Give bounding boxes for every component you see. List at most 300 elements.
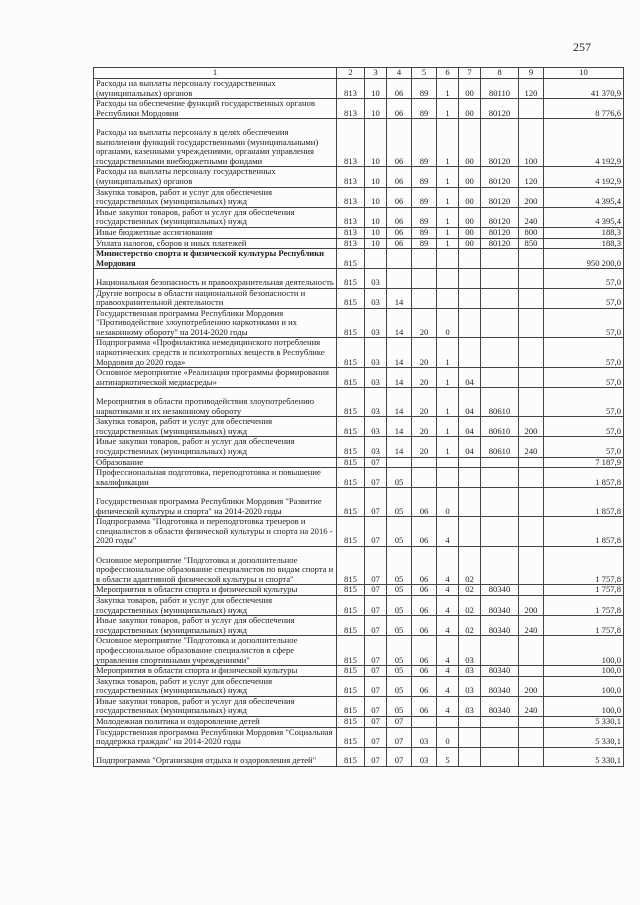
row-name-cell: Мероприятия в области спорта и физической культуры bbox=[94, 666, 337, 677]
row-code-cell: 06 bbox=[387, 119, 412, 167]
row-code-cell: 4 bbox=[437, 696, 459, 716]
table-row bbox=[94, 636, 624, 666]
row-name-cell: Молодежная политика и оздоровление детей bbox=[94, 717, 337, 728]
row-code-cell: 07 bbox=[387, 727, 412, 747]
row-code-cell: 815 bbox=[337, 595, 365, 615]
row-name-cell: Закупка товаров, работ и услуг для обеспечения государственных (муниципальных) нужд bbox=[94, 417, 337, 437]
row-code-cell bbox=[412, 468, 437, 488]
row-code-cell: 80340 bbox=[481, 676, 519, 696]
row-code-cell bbox=[519, 666, 544, 677]
row-code-cell: 07 bbox=[365, 727, 387, 747]
row-sum-cell: 100,0 bbox=[544, 666, 624, 677]
table-row bbox=[94, 747, 624, 766]
row-name-cell: Иные закупки товаров, работ и услуг для обеспечения государственных (муниципальных) нужд bbox=[94, 616, 337, 636]
row-code-cell: 80120 bbox=[481, 99, 519, 119]
row-code-cell: 4 bbox=[437, 666, 459, 677]
table-row bbox=[94, 238, 624, 249]
row-name-cell: Подпрограмма "Подготовка и переподготовка тренеров и специалистов в области физической культуры и спорта на 2016 - 2020 годы" bbox=[94, 517, 337, 547]
row-code-cell: 06 bbox=[412, 666, 437, 677]
row-code-cell: 813 bbox=[337, 167, 365, 187]
row-code-cell bbox=[519, 388, 544, 417]
row-code-cell: 89 bbox=[412, 79, 437, 99]
row-code-cell: 815 bbox=[337, 717, 365, 728]
row-code-cell: 1 bbox=[437, 187, 459, 207]
row-sum-cell: 1 857,8 bbox=[544, 488, 624, 517]
row-code-cell: 14 bbox=[387, 417, 412, 437]
row-code-cell: 03 bbox=[459, 666, 481, 677]
row-code-cell: 07 bbox=[365, 696, 387, 716]
table-header-row bbox=[94, 68, 624, 79]
row-code-cell bbox=[481, 368, 519, 388]
row-code-cell: 815 bbox=[337, 585, 365, 596]
row-code-cell: 1 bbox=[437, 207, 459, 227]
row-sum-cell: 4 395,4 bbox=[544, 207, 624, 227]
row-sum-cell: 4 192,9 bbox=[544, 167, 624, 187]
row-code-cell: 813 bbox=[337, 207, 365, 227]
row-code-cell bbox=[481, 488, 519, 517]
row-code-cell: 815 bbox=[337, 468, 365, 488]
row-name-cell: Закупка товаров, работ и услуг для обеспечения государственных (муниципальных) нужд bbox=[94, 676, 337, 696]
column-header: 2 bbox=[337, 68, 365, 79]
column-header: 3 bbox=[365, 68, 387, 79]
row-code-cell bbox=[519, 249, 544, 269]
row-code-cell bbox=[459, 488, 481, 517]
row-code-cell: 03 bbox=[365, 368, 387, 388]
row-sum-cell: 57,0 bbox=[544, 388, 624, 417]
row-sum-cell: 1 757,8 bbox=[544, 585, 624, 596]
row-code-cell bbox=[519, 457, 544, 468]
row-code-cell bbox=[481, 288, 519, 308]
row-code-cell: 07 bbox=[365, 546, 387, 584]
row-code-cell: 07 bbox=[365, 636, 387, 666]
column-header: 9 bbox=[519, 68, 544, 79]
row-code-cell bbox=[387, 249, 412, 269]
row-code-cell: 07 bbox=[387, 747, 412, 766]
row-code-cell bbox=[481, 636, 519, 666]
row-code-cell: 4 bbox=[437, 676, 459, 696]
row-code-cell bbox=[437, 288, 459, 308]
row-code-cell: 1 bbox=[437, 368, 459, 388]
table-row bbox=[94, 227, 624, 238]
row-code-cell: 815 bbox=[337, 437, 365, 457]
row-code-cell: 14 bbox=[387, 338, 412, 368]
row-code-cell bbox=[519, 368, 544, 388]
row-code-cell: 200 bbox=[519, 187, 544, 207]
row-code-cell: 4 bbox=[437, 636, 459, 666]
row-code-cell: 05 bbox=[387, 488, 412, 517]
table-row bbox=[94, 388, 624, 417]
row-code-cell: 06 bbox=[412, 517, 437, 547]
row-code-cell: 04 bbox=[459, 388, 481, 417]
row-code-cell: 00 bbox=[459, 119, 481, 167]
row-code-cell: 1 bbox=[437, 167, 459, 187]
row-code-cell: 06 bbox=[412, 488, 437, 517]
row-code-cell bbox=[387, 269, 412, 288]
table-row bbox=[94, 676, 624, 696]
row-code-cell bbox=[519, 517, 544, 547]
row-code-cell: 89 bbox=[412, 187, 437, 207]
row-code-cell: 100 bbox=[519, 119, 544, 167]
row-code-cell: 04 bbox=[459, 368, 481, 388]
table-row bbox=[94, 119, 624, 167]
row-code-cell: 813 bbox=[337, 238, 365, 249]
row-code-cell bbox=[481, 338, 519, 368]
row-code-cell: 20 bbox=[412, 437, 437, 457]
row-code-cell: 05 bbox=[387, 546, 412, 584]
row-code-cell bbox=[519, 269, 544, 288]
row-code-cell: 80340 bbox=[481, 696, 519, 716]
row-code-cell: 813 bbox=[337, 187, 365, 207]
row-code-cell bbox=[387, 457, 412, 468]
row-code-cell bbox=[519, 717, 544, 728]
row-code-cell: 06 bbox=[387, 99, 412, 119]
row-code-cell: 14 bbox=[387, 308, 412, 338]
row-code-cell: 05 bbox=[387, 468, 412, 488]
table-row bbox=[94, 488, 624, 517]
row-code-cell: 05 bbox=[387, 676, 412, 696]
row-code-cell bbox=[412, 717, 437, 728]
row-code-cell bbox=[459, 517, 481, 547]
row-code-cell: 06 bbox=[387, 238, 412, 249]
row-code-cell: 815 bbox=[337, 666, 365, 677]
row-name-cell: Национальная безопасность и правоохранительная деятельность bbox=[94, 269, 337, 288]
row-code-cell: 06 bbox=[412, 696, 437, 716]
row-code-cell: 815 bbox=[337, 457, 365, 468]
row-code-cell: 07 bbox=[365, 747, 387, 766]
row-code-cell: 240 bbox=[519, 207, 544, 227]
row-code-cell bbox=[519, 727, 544, 747]
row-name-cell: Подпрограмма «Профилактика немедицинского потребления наркотических средств и психотропных веществ в Республике Мордовия до 2020 года» bbox=[94, 338, 337, 368]
row-sum-cell: 7 187,9 bbox=[544, 457, 624, 468]
row-code-cell: 813 bbox=[337, 99, 365, 119]
row-code-cell: 4 bbox=[437, 595, 459, 615]
row-code-cell: 815 bbox=[337, 288, 365, 308]
row-code-cell: 813 bbox=[337, 119, 365, 167]
row-code-cell: 05 bbox=[387, 616, 412, 636]
row-code-cell: 10 bbox=[365, 207, 387, 227]
row-code-cell: 80120 bbox=[481, 167, 519, 187]
row-name-cell: Государственная программа Республики Мордовия "Противодействие злоупотреблению наркотиками и их незаконному обороту" на 2014-2020 годы bbox=[94, 308, 337, 338]
row-code-cell: 80110 bbox=[481, 79, 519, 99]
row-name-cell: Основное мероприятие «Реализация программы формирования антинаркотической медиасреды» bbox=[94, 368, 337, 388]
row-code-cell: 10 bbox=[365, 99, 387, 119]
row-code-cell: 0 bbox=[437, 488, 459, 517]
row-code-cell: 815 bbox=[337, 747, 365, 766]
row-name-cell: Основное мероприятие "Подготовка и дополнительное профессиональное образование специалистов по видам спорта и в области адаптивной физической культуры и спорта" bbox=[94, 546, 337, 584]
row-code-cell: 06 bbox=[412, 585, 437, 596]
row-code-cell bbox=[412, 457, 437, 468]
row-code-cell bbox=[481, 308, 519, 338]
row-code-cell: 80610 bbox=[481, 437, 519, 457]
table-row bbox=[94, 288, 624, 308]
column-header: 4 bbox=[387, 68, 412, 79]
row-code-cell: 1 bbox=[437, 437, 459, 457]
row-code-cell bbox=[437, 269, 459, 288]
row-code-cell: 240 bbox=[519, 616, 544, 636]
row-sum-cell: 4 395,4 bbox=[544, 187, 624, 207]
row-code-cell: 07 bbox=[365, 666, 387, 677]
row-code-cell bbox=[519, 99, 544, 119]
row-sum-cell: 5 330,1 bbox=[544, 727, 624, 747]
row-code-cell bbox=[481, 727, 519, 747]
row-code-cell: 200 bbox=[519, 595, 544, 615]
row-code-cell: 815 bbox=[337, 338, 365, 368]
row-name-cell: Государственная программа Республики Мордовия "Социальная поддержка граждан" на 2014-2020 годы bbox=[94, 727, 337, 747]
row-name-cell: Расходы на выплаты персоналу государственных (муниципальных) органов bbox=[94, 79, 337, 99]
row-code-cell bbox=[437, 249, 459, 269]
row-code-cell: 03 bbox=[365, 417, 387, 437]
row-code-cell: 06 bbox=[387, 227, 412, 238]
row-sum-cell: 57,0 bbox=[544, 338, 624, 368]
row-code-cell: 03 bbox=[412, 727, 437, 747]
row-code-cell bbox=[519, 747, 544, 766]
row-code-cell: 07 bbox=[387, 717, 412, 728]
row-sum-cell: 5 330,1 bbox=[544, 747, 624, 766]
row-code-cell: 14 bbox=[387, 437, 412, 457]
row-name-cell: Основное мероприятие "Подготовка и дополнительное профессиональное образование специалистов в сфере управления спортивными учреждениями" bbox=[94, 636, 337, 666]
row-sum-cell: 1 857,8 bbox=[544, 468, 624, 488]
table-row bbox=[94, 338, 624, 368]
row-code-cell bbox=[437, 457, 459, 468]
column-header: 7 bbox=[459, 68, 481, 79]
row-code-cell: 07 bbox=[365, 616, 387, 636]
row-code-cell bbox=[481, 269, 519, 288]
row-code-cell: 89 bbox=[412, 99, 437, 119]
row-code-cell: 03 bbox=[459, 676, 481, 696]
row-code-cell: 815 bbox=[337, 636, 365, 666]
row-code-cell: 120 bbox=[519, 167, 544, 187]
row-code-cell: 20 bbox=[412, 388, 437, 417]
row-code-cell: 815 bbox=[337, 368, 365, 388]
row-name-cell: Другие вопросы в области национальной безопасности и правоохранительной деятельности bbox=[94, 288, 337, 308]
row-code-cell: 815 bbox=[337, 517, 365, 547]
table-row bbox=[94, 187, 624, 207]
row-code-cell bbox=[459, 468, 481, 488]
row-sum-cell: 1 757,8 bbox=[544, 546, 624, 584]
row-sum-cell: 100,0 bbox=[544, 696, 624, 716]
row-code-cell: 07 bbox=[365, 585, 387, 596]
row-code-cell: 4 bbox=[437, 616, 459, 636]
row-name-cell: Иные закупки товаров, работ и услуг для обеспечения государственных (муниципальных) нужд bbox=[94, 207, 337, 227]
table-row bbox=[94, 468, 624, 488]
row-code-cell bbox=[437, 468, 459, 488]
row-code-cell: 00 bbox=[459, 227, 481, 238]
row-code-cell: 05 bbox=[387, 666, 412, 677]
row-code-cell: 800 bbox=[519, 227, 544, 238]
row-code-cell: 815 bbox=[337, 269, 365, 288]
row-code-cell: 00 bbox=[459, 238, 481, 249]
row-code-cell bbox=[412, 249, 437, 269]
row-code-cell bbox=[459, 338, 481, 368]
row-code-cell: 00 bbox=[459, 99, 481, 119]
row-code-cell: 850 bbox=[519, 238, 544, 249]
row-code-cell: 240 bbox=[519, 437, 544, 457]
row-code-cell: 815 bbox=[337, 488, 365, 517]
row-code-cell: 07 bbox=[365, 517, 387, 547]
row-code-cell: 04 bbox=[459, 417, 481, 437]
row-code-cell: 03 bbox=[365, 437, 387, 457]
table-row bbox=[94, 417, 624, 437]
row-code-cell: 89 bbox=[412, 227, 437, 238]
row-code-cell: 05 bbox=[387, 595, 412, 615]
row-code-cell: 80340 bbox=[481, 595, 519, 615]
row-code-cell: 05 bbox=[387, 585, 412, 596]
row-code-cell: 06 bbox=[387, 187, 412, 207]
row-code-cell: 813 bbox=[337, 227, 365, 238]
table-row bbox=[94, 696, 624, 716]
table-row bbox=[94, 308, 624, 338]
column-header: 10 bbox=[544, 68, 624, 79]
row-code-cell: 80120 bbox=[481, 207, 519, 227]
table-row bbox=[94, 79, 624, 99]
row-name-cell: Министерство спорта и физической культуры Республики Мордовия bbox=[94, 249, 337, 269]
row-code-cell: 02 bbox=[459, 546, 481, 584]
row-sum-cell: 100,0 bbox=[544, 676, 624, 696]
row-code-cell: 05 bbox=[387, 696, 412, 716]
table-body bbox=[94, 68, 624, 767]
row-code-cell bbox=[481, 457, 519, 468]
column-header: 6 bbox=[437, 68, 459, 79]
row-code-cell: 10 bbox=[365, 238, 387, 249]
row-code-cell: 815 bbox=[337, 616, 365, 636]
row-code-cell bbox=[519, 338, 544, 368]
row-code-cell: 10 bbox=[365, 187, 387, 207]
row-sum-cell: 4 192,9 bbox=[544, 119, 624, 167]
row-code-cell: 05 bbox=[387, 517, 412, 547]
row-code-cell: 03 bbox=[365, 308, 387, 338]
row-code-cell: 20 bbox=[412, 417, 437, 437]
table-row bbox=[94, 616, 624, 636]
row-code-cell: 10 bbox=[365, 167, 387, 187]
row-code-cell: 20 bbox=[412, 368, 437, 388]
row-code-cell: 80120 bbox=[481, 187, 519, 207]
row-code-cell: 00 bbox=[459, 167, 481, 187]
row-code-cell bbox=[519, 546, 544, 584]
row-code-cell: 05 bbox=[387, 636, 412, 666]
row-code-cell: 4 bbox=[437, 585, 459, 596]
row-code-cell bbox=[519, 636, 544, 666]
row-sum-cell: 1 757,8 bbox=[544, 616, 624, 636]
row-code-cell: 06 bbox=[412, 636, 437, 666]
row-sum-cell: 57,0 bbox=[544, 308, 624, 338]
row-code-cell: 07 bbox=[365, 676, 387, 696]
row-code-cell bbox=[365, 249, 387, 269]
row-code-cell: 02 bbox=[459, 616, 481, 636]
row-code-cell bbox=[519, 468, 544, 488]
row-code-cell: 80340 bbox=[481, 666, 519, 677]
row-code-cell: 200 bbox=[519, 417, 544, 437]
row-code-cell: 20 bbox=[412, 338, 437, 368]
row-code-cell bbox=[459, 288, 481, 308]
budget-table bbox=[93, 67, 624, 767]
row-sum-cell: 41 370,9 bbox=[544, 79, 624, 99]
row-code-cell: 1 bbox=[437, 338, 459, 368]
row-code-cell: 80120 bbox=[481, 238, 519, 249]
table-row bbox=[94, 368, 624, 388]
row-code-cell bbox=[519, 308, 544, 338]
row-code-cell: 1 bbox=[437, 79, 459, 99]
row-code-cell: 815 bbox=[337, 676, 365, 696]
row-code-cell bbox=[481, 249, 519, 269]
row-code-cell: 80120 bbox=[481, 119, 519, 167]
row-name-cell: Расходы на выплаты персоналу государственных (муниципальных) органов bbox=[94, 167, 337, 187]
table-row bbox=[94, 207, 624, 227]
row-sum-cell: 57,0 bbox=[544, 368, 624, 388]
row-name-cell: Расходы на выплаты персоналу в целях обеспечения выполнения функций государственными (муниципальными) органами, казенными учреждениями, органами управления государственными внебюджетными фондами bbox=[94, 119, 337, 167]
row-sum-cell: 188,3 bbox=[544, 227, 624, 238]
row-code-cell: 03 bbox=[365, 388, 387, 417]
row-code-cell bbox=[459, 457, 481, 468]
row-code-cell bbox=[459, 717, 481, 728]
column-header: 5 bbox=[412, 68, 437, 79]
row-code-cell bbox=[519, 288, 544, 308]
row-code-cell: 06 bbox=[412, 595, 437, 615]
row-code-cell: 815 bbox=[337, 727, 365, 747]
row-code-cell: 03 bbox=[412, 747, 437, 766]
table-row bbox=[94, 595, 624, 615]
row-code-cell: 02 bbox=[459, 595, 481, 615]
row-name-cell: Закупка товаров, работ и услуг для обеспечения государственных (муниципальных) нужд bbox=[94, 595, 337, 615]
row-name-cell: Профессиональная подготовка, переподготовка и повышение квалификации bbox=[94, 468, 337, 488]
row-code-cell: 02 bbox=[459, 585, 481, 596]
row-code-cell: 815 bbox=[337, 417, 365, 437]
row-sum-cell: 57,0 bbox=[544, 288, 624, 308]
row-code-cell: 0 bbox=[437, 727, 459, 747]
row-code-cell bbox=[459, 269, 481, 288]
row-code-cell: 1 bbox=[437, 388, 459, 417]
row-code-cell bbox=[481, 717, 519, 728]
row-name-cell: Образование bbox=[94, 457, 337, 468]
row-code-cell: 10 bbox=[365, 79, 387, 99]
row-code-cell bbox=[412, 269, 437, 288]
row-code-cell: 200 bbox=[519, 676, 544, 696]
row-code-cell: 815 bbox=[337, 546, 365, 584]
row-code-cell: 89 bbox=[412, 238, 437, 249]
row-code-cell bbox=[459, 747, 481, 766]
row-code-cell: 1 bbox=[437, 227, 459, 238]
row-code-cell: 120 bbox=[519, 79, 544, 99]
row-code-cell: 10 bbox=[365, 227, 387, 238]
table-row bbox=[94, 457, 624, 468]
table-row bbox=[94, 585, 624, 596]
row-code-cell bbox=[459, 727, 481, 747]
row-code-cell: 815 bbox=[337, 696, 365, 716]
row-code-cell: 813 bbox=[337, 79, 365, 99]
row-code-cell: 07 bbox=[365, 717, 387, 728]
row-code-cell: 14 bbox=[387, 388, 412, 417]
row-code-cell bbox=[437, 717, 459, 728]
row-sum-cell: 8 776,6 bbox=[544, 99, 624, 119]
row-code-cell: 815 bbox=[337, 388, 365, 417]
row-code-cell: 03 bbox=[365, 288, 387, 308]
table-row bbox=[94, 167, 624, 187]
table-row bbox=[94, 437, 624, 457]
row-code-cell: 06 bbox=[412, 616, 437, 636]
table-row bbox=[94, 727, 624, 747]
table-row bbox=[94, 249, 624, 269]
row-name-cell: Государственная программа Республики Мордовия "Развитие физической культуры и спорта" на 2014-2020 годы bbox=[94, 488, 337, 517]
row-sum-cell: 5 330,1 bbox=[544, 717, 624, 728]
row-code-cell bbox=[481, 747, 519, 766]
row-code-cell: 89 bbox=[412, 167, 437, 187]
row-code-cell: 07 bbox=[365, 488, 387, 517]
row-code-cell: 00 bbox=[459, 207, 481, 227]
row-code-cell bbox=[412, 288, 437, 308]
row-name-cell: Закупка товаров, работ и услуг для обеспечения государственных (муниципальных) нужд bbox=[94, 187, 337, 207]
row-code-cell bbox=[481, 546, 519, 584]
row-code-cell: 4 bbox=[437, 546, 459, 584]
column-header: 8 bbox=[481, 68, 519, 79]
